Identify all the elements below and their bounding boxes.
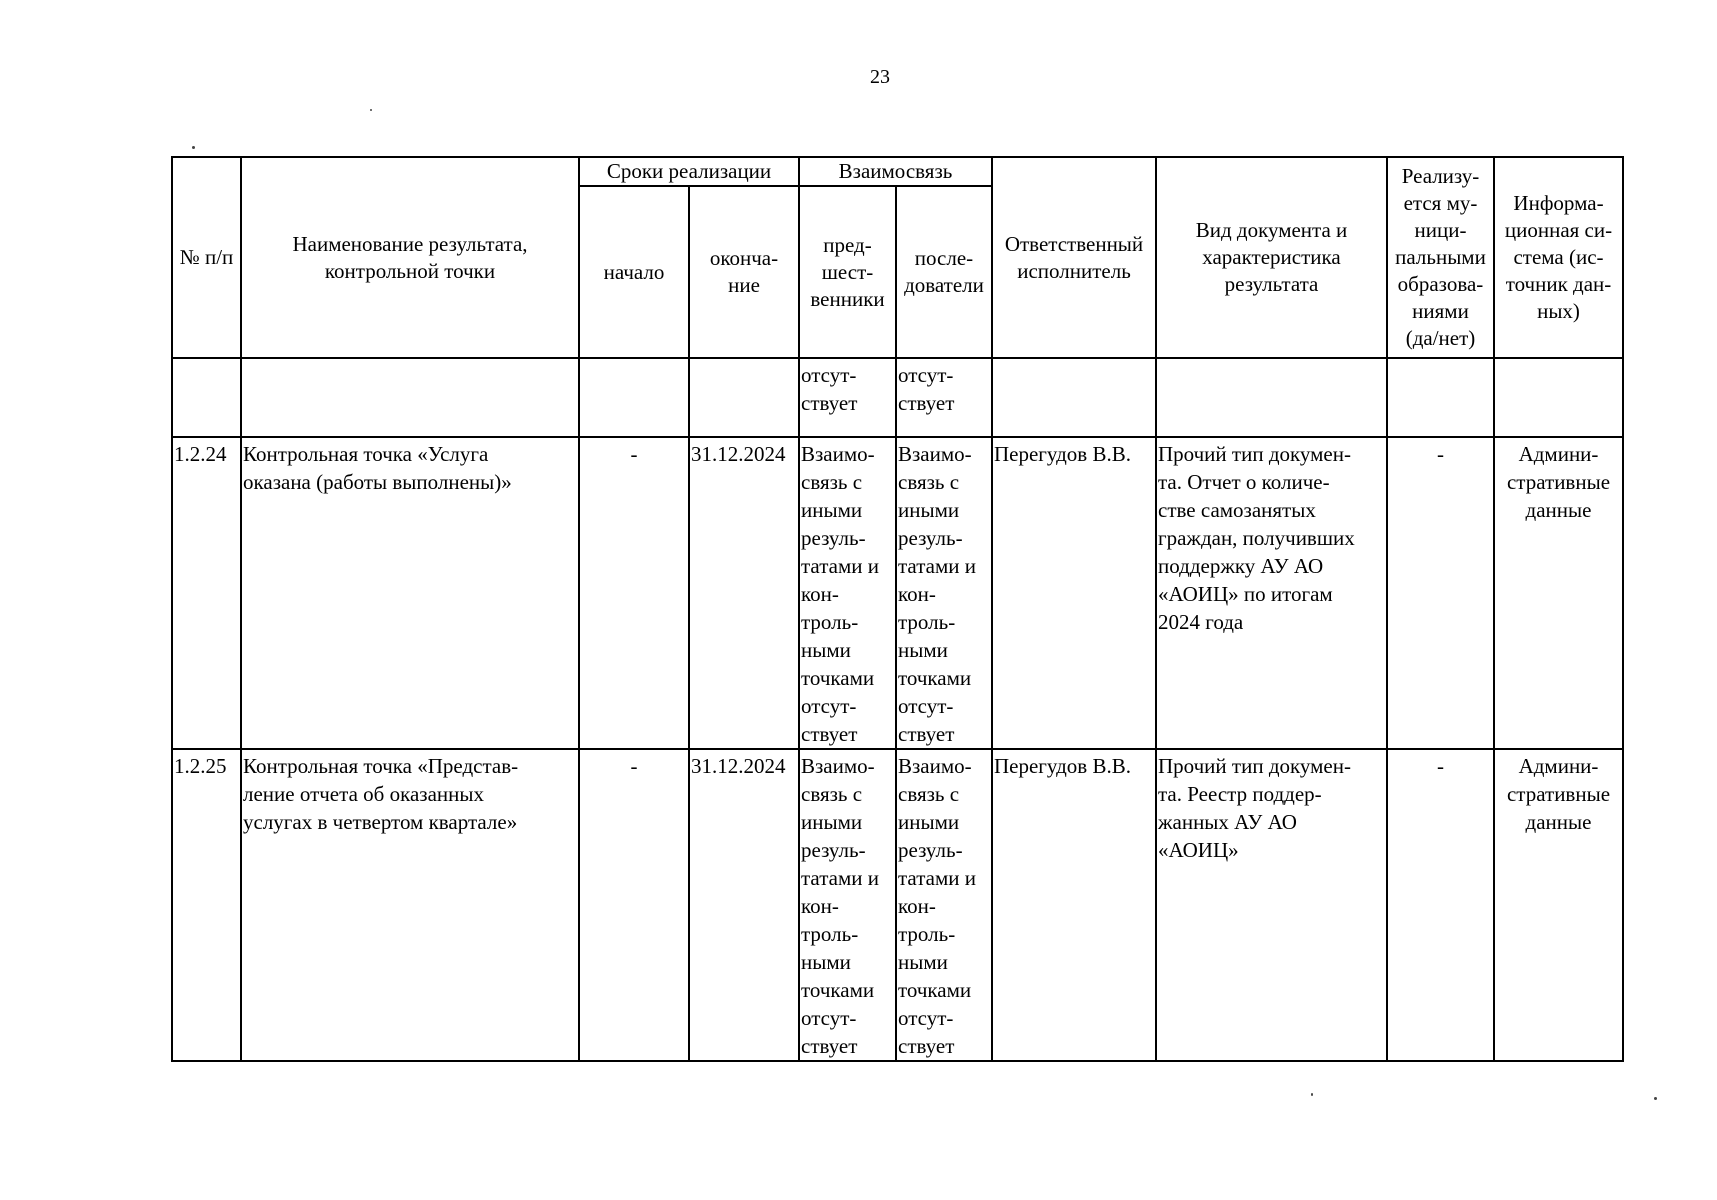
cell-num bbox=[172, 358, 241, 437]
cell-info-system bbox=[1494, 358, 1623, 437]
header-row-top bbox=[172, 157, 1623, 186]
cell-start: - bbox=[579, 749, 689, 1061]
header-terms-group: Сроки реализации bbox=[579, 157, 799, 186]
header-municipal: Реализу- ется му- ници- пальными образова- ниями (да/нет) bbox=[1387, 157, 1494, 358]
cell-successors: Взаимо- связь с иными резуль- татами и кон- троль- ными точками отсут- ствует bbox=[896, 749, 992, 1061]
cell-responsible: Перегудов В.В. bbox=[992, 437, 1156, 749]
table-row bbox=[172, 437, 1623, 749]
header-link-group: Взаимосвязь bbox=[799, 157, 992, 186]
table-row bbox=[172, 749, 1623, 1061]
cell-name: Контрольная точка «Представ- ление отчета об оказанных услугах в четвертом квартале» bbox=[241, 749, 579, 1061]
table-row-continuation bbox=[172, 358, 1623, 437]
cell-start: - bbox=[579, 437, 689, 749]
results-table bbox=[171, 156, 1624, 1062]
cell-end bbox=[689, 358, 799, 437]
scan-speck bbox=[192, 146, 195, 149]
cell-predecessors: отсут- ствует bbox=[799, 358, 896, 437]
cell-end: 31.12.2024 bbox=[689, 749, 799, 1061]
cell-start bbox=[579, 358, 689, 437]
scan-speck bbox=[1654, 1097, 1657, 1100]
cell-municipal: - bbox=[1387, 437, 1494, 749]
cell-municipal bbox=[1387, 358, 1494, 437]
header-num: № п/п bbox=[172, 157, 241, 358]
cell-predecessors: Взаимо- связь с иными резуль- татами и кон- троль- ными точками отсут- ствует bbox=[799, 749, 896, 1061]
header-name: Наименование результата, контрольной точки bbox=[241, 157, 579, 358]
cell-successors: Взаимо- связь с иными резуль- татами и кон- троль- ными точками отсут- ствует bbox=[896, 437, 992, 749]
cell-end: 31.12.2024 bbox=[689, 437, 799, 749]
cell-name: Контрольная точка «Услуга оказана (работы выполнены)» bbox=[241, 437, 579, 749]
cell-responsible: Перегудов В.В. bbox=[992, 749, 1156, 1061]
cell-info-system: Админи- стративные данные bbox=[1494, 749, 1623, 1061]
cell-document: Прочий тип докумен- та. Реестр поддер- жанных АУ АО «АОИЦ» bbox=[1156, 749, 1387, 1061]
header-start: начало bbox=[579, 186, 689, 358]
scan-speck bbox=[1311, 1093, 1313, 1096]
cell-responsible bbox=[992, 358, 1156, 437]
cell-num: 1.2.25 bbox=[172, 749, 241, 1061]
header-document: Вид документа и характеристика результата bbox=[1156, 157, 1387, 358]
cell-predecessors: Взаимо- связь с иными резуль- татами и кон- троль- ными точками отсут- ствует bbox=[799, 437, 896, 749]
header-responsible: Ответственный исполнитель bbox=[992, 157, 1156, 358]
cell-successors: отсут- ствует bbox=[896, 358, 992, 437]
header-successors: после- дователи bbox=[896, 186, 992, 358]
header-end: оконча- ние bbox=[689, 186, 799, 358]
cell-name bbox=[241, 358, 579, 437]
cell-document: Прочий тип докумен- та. Отчет о количе- стве самозанятых граждан, получивших поддержку АУ АО «АОИЦ» по итогам 2024 года bbox=[1156, 437, 1387, 749]
page-number: 23 bbox=[870, 66, 890, 88]
cell-num: 1.2.24 bbox=[172, 437, 241, 749]
cell-info-system: Админи- стративные данные bbox=[1494, 437, 1623, 749]
header-info-system: Информа- ционная си- стема (ис- точник дан- ных) bbox=[1494, 157, 1623, 358]
header-predecessors: пред- шест- венники bbox=[799, 186, 896, 358]
cell-municipal: - bbox=[1387, 749, 1494, 1061]
cell-document bbox=[1156, 358, 1387, 437]
scan-speck bbox=[370, 109, 372, 111]
